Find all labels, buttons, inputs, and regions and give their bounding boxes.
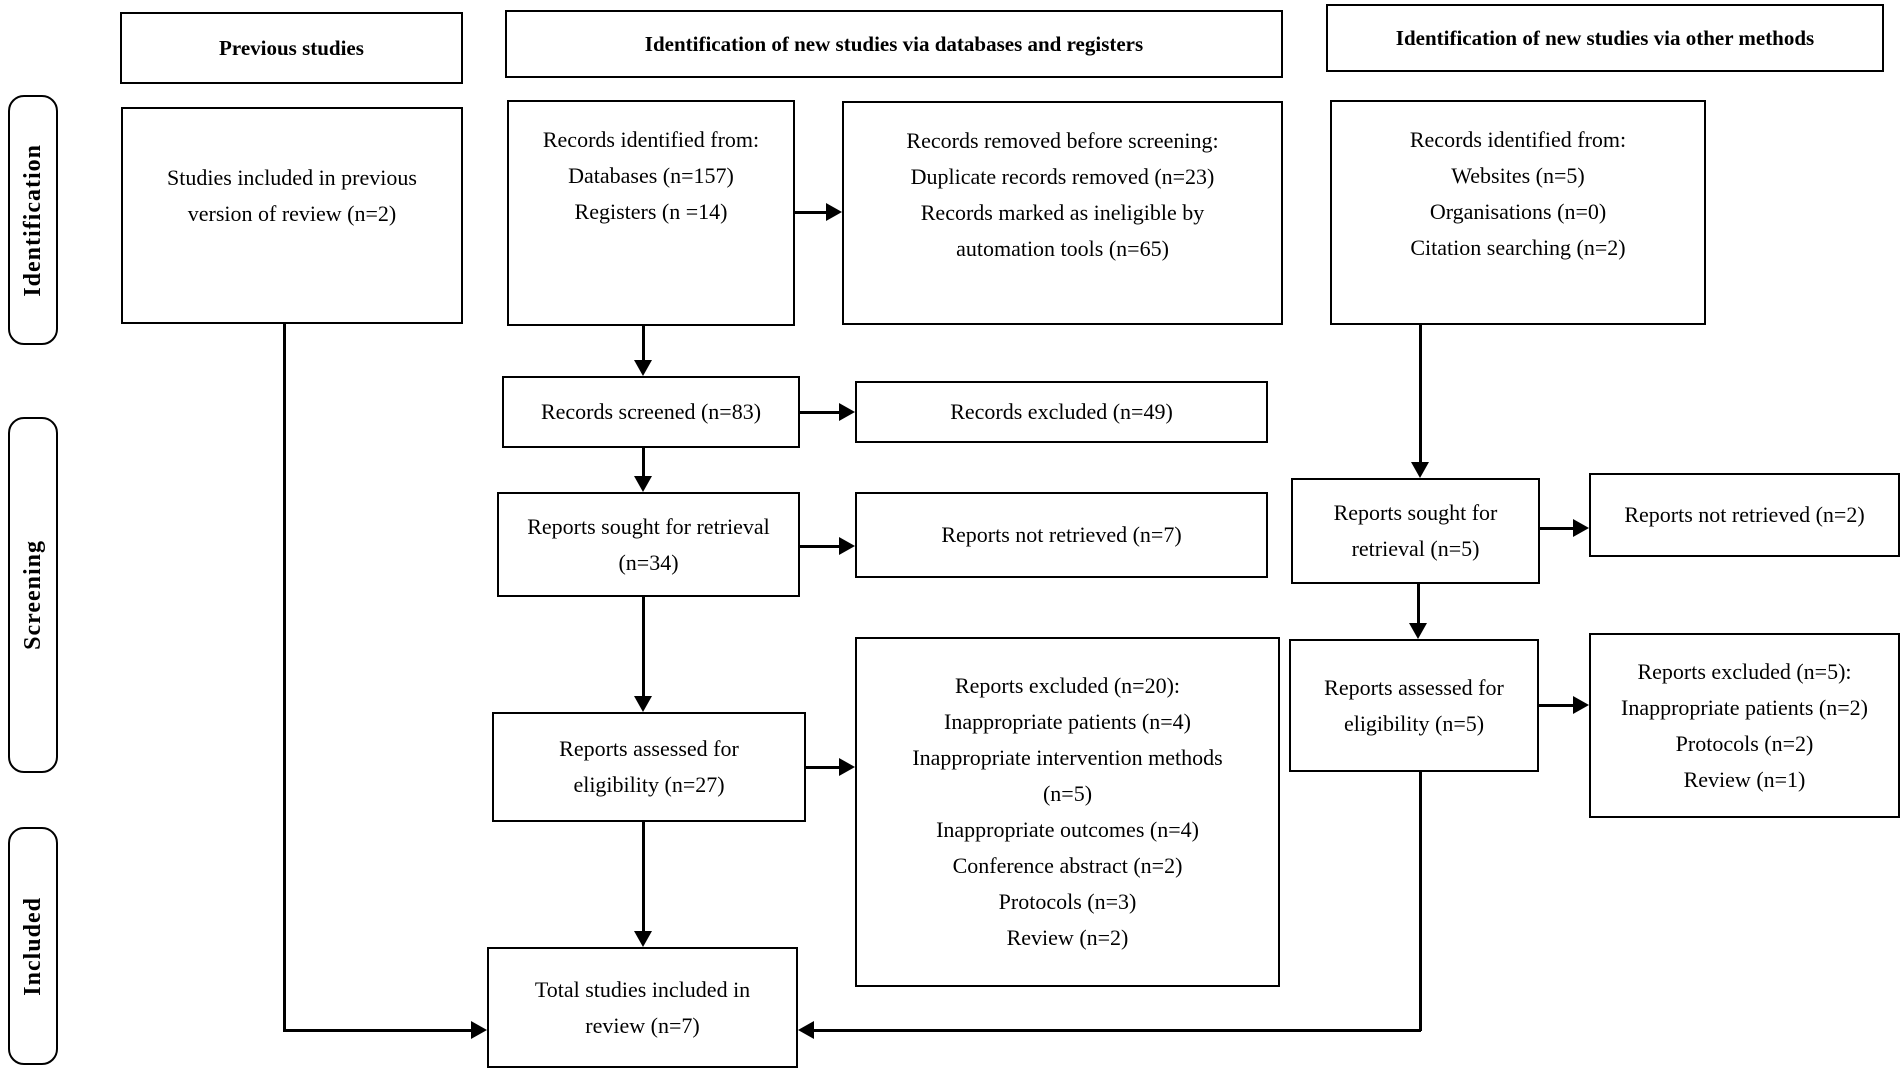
reports-excluded-other-line4: Review (n=1) <box>1683 766 1806 792</box>
box-reports-excluded-databases <box>855 637 1280 987</box>
reports-excluded-db-line2: Inappropriate patients (n=4) <box>944 709 1191 734</box>
arrow-previous-to-total-hline <box>283 1029 472 1032</box>
stage-included-label: Included <box>19 896 46 996</box>
box-records-removed-before-screening <box>842 101 1283 325</box>
stage-included <box>8 827 58 1065</box>
box-records-identified-databases <box>507 100 795 326</box>
arrow-other-to-total-head <box>798 1021 814 1039</box>
arrow-assessed-to-excluded-db-head <box>839 758 855 776</box>
stage-identification <box>8 95 58 345</box>
box-reports-not-retrieved-other <box>1589 473 1900 557</box>
total-included-line1: Total studies included in <box>534 976 751 1002</box>
arrow-previous-to-total-vline <box>283 324 286 1032</box>
arrow-other-to-total-hline <box>813 1029 1421 1032</box>
reports-assessed-db-line2: eligibility (n=27) <box>573 772 725 797</box>
arrow-sought-to-notretrieved-db-head <box>839 537 855 555</box>
total-included-line2: review (n=7) <box>585 1012 700 1038</box>
reports-not-retrieved-other-line1: Reports not retrieved (n=2) <box>1624 502 1865 527</box>
box-records-identified-other <box>1330 100 1706 325</box>
reports-not-retrieved-db-line1: Reports not retrieved (n=7) <box>941 522 1182 547</box>
arrow-other-to-total-vline <box>1419 772 1422 1031</box>
reports-excluded-db-line8: Review (n=2) <box>1006 925 1129 950</box>
records-identified-other-line4: Citation searching (n=2) <box>1410 235 1626 260</box>
box-reports-sought-other <box>1291 478 1540 584</box>
arrow-screened-to-excluded-line <box>800 411 841 414</box>
arrow-sought-to-notretrieved-other-line <box>1540 527 1575 530</box>
reports-excluded-other-line2: Inappropriate patients (n=2) <box>1621 694 1868 720</box>
header-previous-studies <box>120 12 463 84</box>
arrow-previous-to-total-head <box>471 1021 487 1039</box>
reports-sought-other-line2: retrieval (n=5) <box>1351 536 1480 561</box>
box-previous-studies-line1: Studies included in previous <box>167 164 417 190</box>
arrow-identified-to-sought-other-line <box>1419 325 1422 464</box>
arrow-assessed-to-excluded-db-line <box>806 766 841 769</box>
arrow-identified-to-removed-head <box>826 203 842 221</box>
arrow-sought-to-assessed-db-head <box>634 696 652 712</box>
records-identified-other-line1: Records identified from: <box>1409 127 1627 152</box>
reports-assessed-other-line1: Reports assessed for <box>1324 674 1504 700</box>
arrow-assessed-to-total-head <box>634 931 652 947</box>
arrow-identified-to-removed-line <box>795 211 828 214</box>
records-excluded-line1: Records excluded (n=49) <box>950 399 1173 424</box>
arrow-identified-to-screened-line <box>642 326 645 362</box>
records-removed-line1: Records removed before screening: <box>906 128 1219 153</box>
reports-excluded-other-line3: Protocols (n=2) <box>1675 730 1814 756</box>
reports-sought-db-line2: (n=34) <box>618 549 679 575</box>
stage-identification-label: Identification <box>19 143 46 297</box>
arrow-identified-to-sought-other-head <box>1411 462 1429 478</box>
box-records-excluded <box>855 381 1268 443</box>
box-records-screened <box>502 376 800 448</box>
arrow-assessed-to-excluded-other-head <box>1573 696 1589 714</box>
arrow-sought-to-assessed-db-line <box>642 597 645 698</box>
reports-sought-other-line1: Reports sought for <box>1333 500 1498 525</box>
stage-screening-label: Screening <box>19 540 46 650</box>
box-previous-studies-included <box>121 107 463 324</box>
header-databases-registers <box>505 10 1283 78</box>
arrow-screened-to-sought-head <box>634 476 652 492</box>
box-reports-sought-databases <box>497 492 800 597</box>
reports-excluded-other-line1: Reports excluded (n=5): <box>1637 658 1852 684</box>
arrow-sought-to-notretrieved-db-line <box>800 545 841 548</box>
records-identified-db-line3: Registers (n =14) <box>574 199 728 224</box>
reports-assessed-db-line1: Reports assessed for <box>559 736 739 761</box>
records-removed-line2: Duplicate records removed (n=23) <box>910 164 1215 189</box>
records-identified-db-line1: Records identified from: <box>542 127 760 152</box>
arrow-sought-to-assessed-other-line <box>1417 584 1420 625</box>
arrow-screened-to-excluded-head <box>839 403 855 421</box>
box-reports-excluded-other <box>1589 633 1900 818</box>
arrow-screened-to-sought-line <box>642 448 645 478</box>
stage-screening <box>8 417 58 773</box>
box-previous-studies-line2: version of review (n=2) <box>187 200 397 226</box>
arrow-assessed-to-total-line <box>642 822 645 933</box>
header-other-methods-label: Identification of new studies via other methods <box>1395 25 1815 50</box>
reports-assessed-other-line2: eligibility (n=5) <box>1343 710 1485 736</box>
header-other-methods <box>1326 4 1884 72</box>
reports-excluded-db-line4: (n=5) <box>1042 781 1093 806</box>
box-reports-assessed-other <box>1289 639 1539 772</box>
arrow-sought-to-assessed-other-head <box>1409 623 1427 639</box>
reports-excluded-db-line3: Inappropriate intervention methods <box>912 745 1223 770</box>
reports-excluded-db-line6: Conference abstract (n=2) <box>952 853 1183 878</box>
records-identified-other-line2: Websites (n=5) <box>1451 163 1585 188</box>
reports-excluded-db-line1: Reports excluded (n=20): <box>954 673 1181 698</box>
records-identified-other-line3: Organisations (n=0) <box>1429 199 1607 224</box>
records-screened-line1: Records screened (n=83) <box>540 399 762 424</box>
arrow-assessed-to-excluded-other-line <box>1539 704 1575 707</box>
header-previous-studies-label: Previous studies <box>219 35 364 60</box>
reports-excluded-db-line7: Protocols (n=3) <box>998 889 1137 914</box>
records-identified-db-line2: Databases (n=157) <box>568 163 734 188</box>
reports-excluded-db-line5: Inappropriate outcomes (n=4) <box>936 817 1199 842</box>
records-removed-line4: automation tools (n=65) <box>956 236 1169 261</box>
arrow-identified-to-screened-head <box>634 360 652 376</box>
box-reports-assessed-databases <box>492 712 806 822</box>
records-removed-line3: Records marked as ineligible by <box>920 200 1205 225</box>
box-total-studies-included <box>487 947 798 1068</box>
box-reports-not-retrieved-databases <box>855 492 1268 578</box>
header-databases-registers-label: Identification of new studies via databases and registers <box>644 31 1144 56</box>
reports-sought-db-line1: Reports sought for retrieval <box>527 513 770 539</box>
arrow-sought-to-notretrieved-other-head <box>1573 519 1589 537</box>
